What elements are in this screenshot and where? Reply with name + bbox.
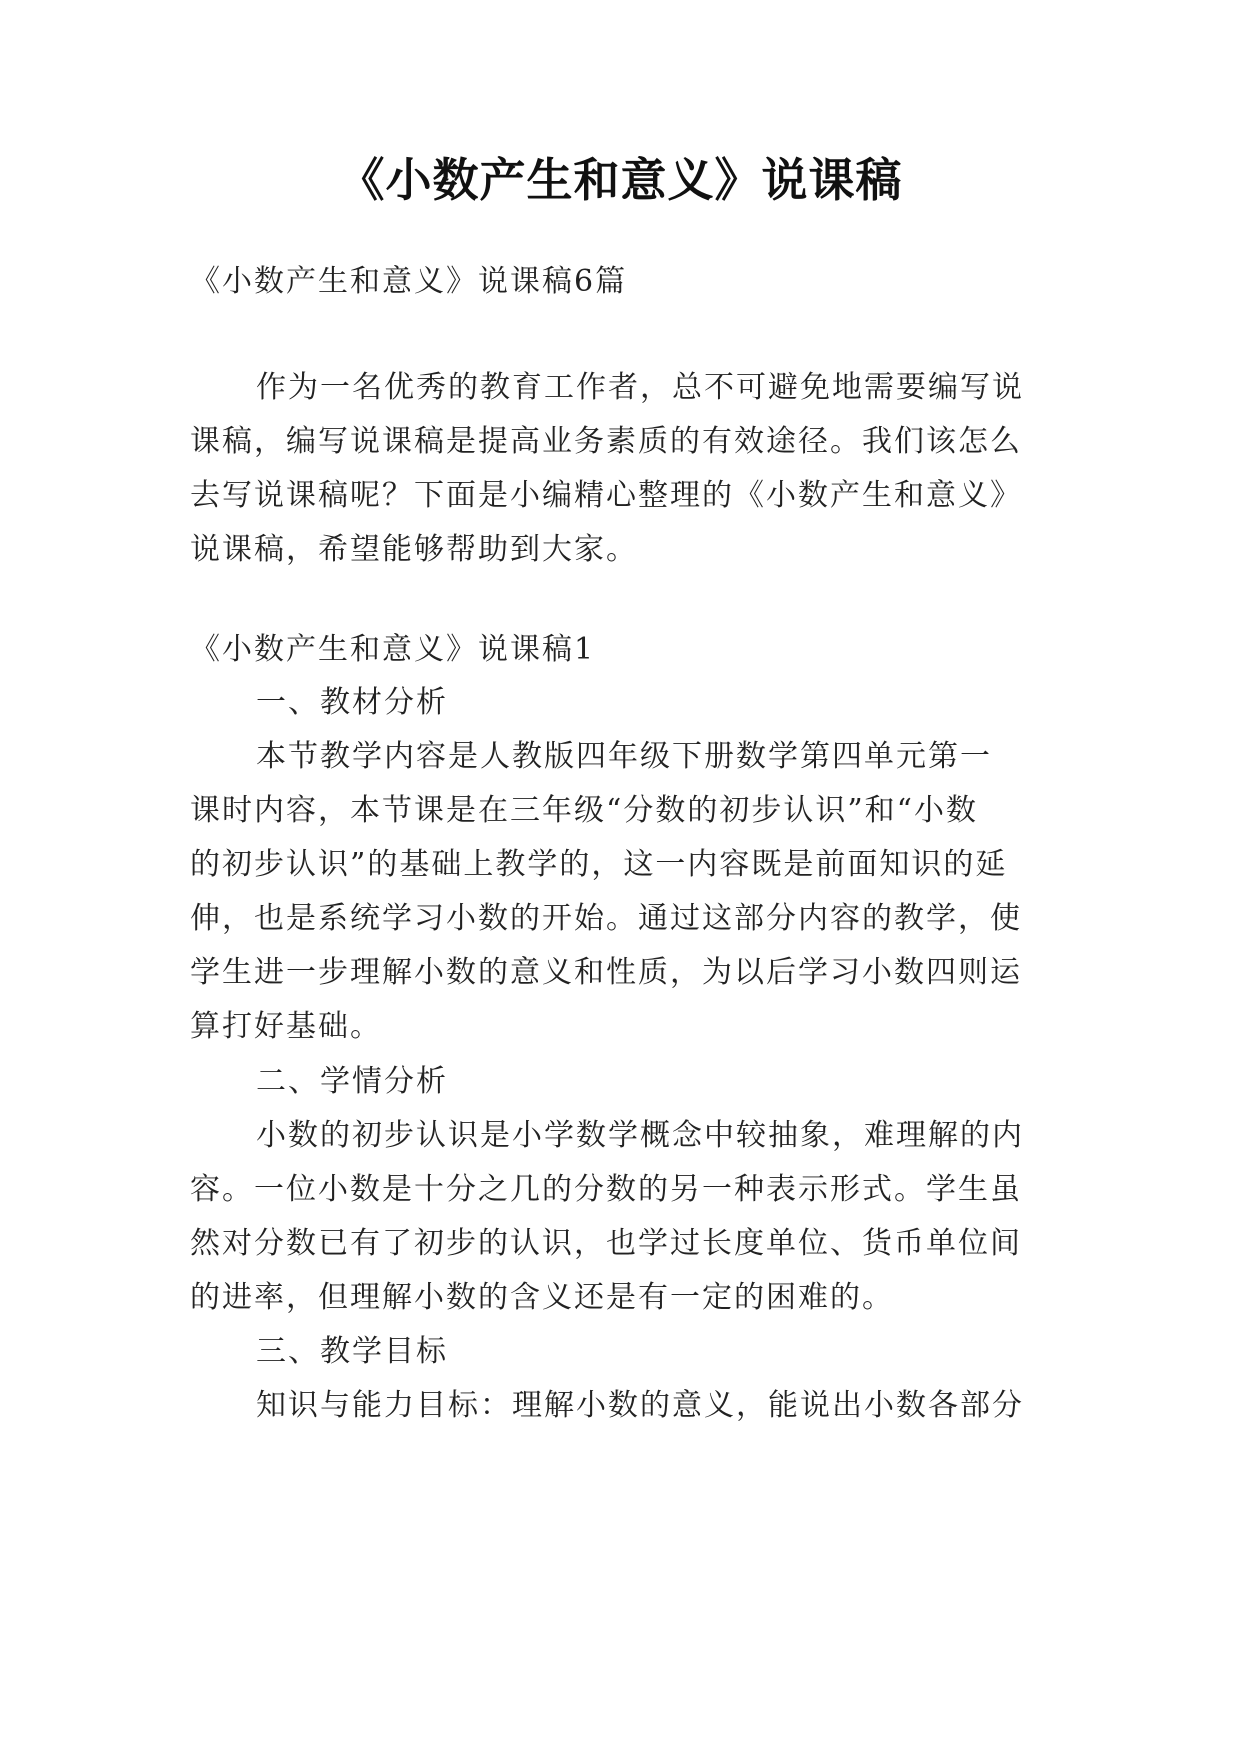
para2-line-4: 的进率，但理解小数的含义还是有一定的困难的。 [190, 1280, 894, 1315]
para1-line-1: 本节教学内容是人教版四年级下册数学第四单元第一 [256, 739, 992, 774]
intro-line-2: 课稿，编写说课稿是提高业务素质的有效途径。我们该怎么 [190, 424, 1022, 459]
page-title: 《小数产生和意义》说课稿 [338, 153, 903, 207]
subtitle: 《小数产生和意义》说课稿6篇 [190, 264, 628, 299]
heading-student-analysis: 二、学情分析 [256, 1064, 448, 1099]
intro-line-4: 说课稿，希望能够帮助到大家。 [190, 532, 638, 567]
intro-line-3: 去写说课稿呢？下面是小编精心整理的《小数产生和意义》 [190, 478, 1022, 513]
intro-line-1: 作为一名优秀的教育工作者，总不可避免地需要编写说 [256, 370, 1024, 405]
para1-line-3: 的初步认识”的基础上教学的，这一内容既是前面知识的延 [190, 847, 1008, 882]
para1-line-6: 算打好基础。 [190, 1009, 382, 1044]
para2-line-1: 小数的初步认识是小学数学概念中较抽象，难理解的内 [256, 1118, 1024, 1153]
para1-line-5: 学生进一步理解小数的意义和性质，为以后学习小数四则运 [190, 955, 1022, 990]
para3-line-1: 知识与能力目标：理解小数的意义，能说出小数各部分 [256, 1388, 1024, 1423]
section-title: 《小数产生和意义》说课稿1 [190, 632, 596, 667]
para1-line-4: 伸，也是系统学习小数的开始。通过这部分内容的教学，使 [190, 901, 1022, 936]
heading-teaching-goals: 三、教学目标 [256, 1334, 448, 1369]
para1-line-2: 课时内容，本节课是在三年级“分数的初步认识”和“小数 [190, 793, 979, 828]
para2-line-3: 然对分数已有了初步的认识，也学过长度单位、货币单位间 [190, 1226, 1022, 1261]
para2-line-2: 容。一位小数是十分之几的分数的另一种表示形式。学生虽 [190, 1172, 1022, 1207]
heading-textbook-analysis: 一、教材分析 [256, 685, 448, 720]
